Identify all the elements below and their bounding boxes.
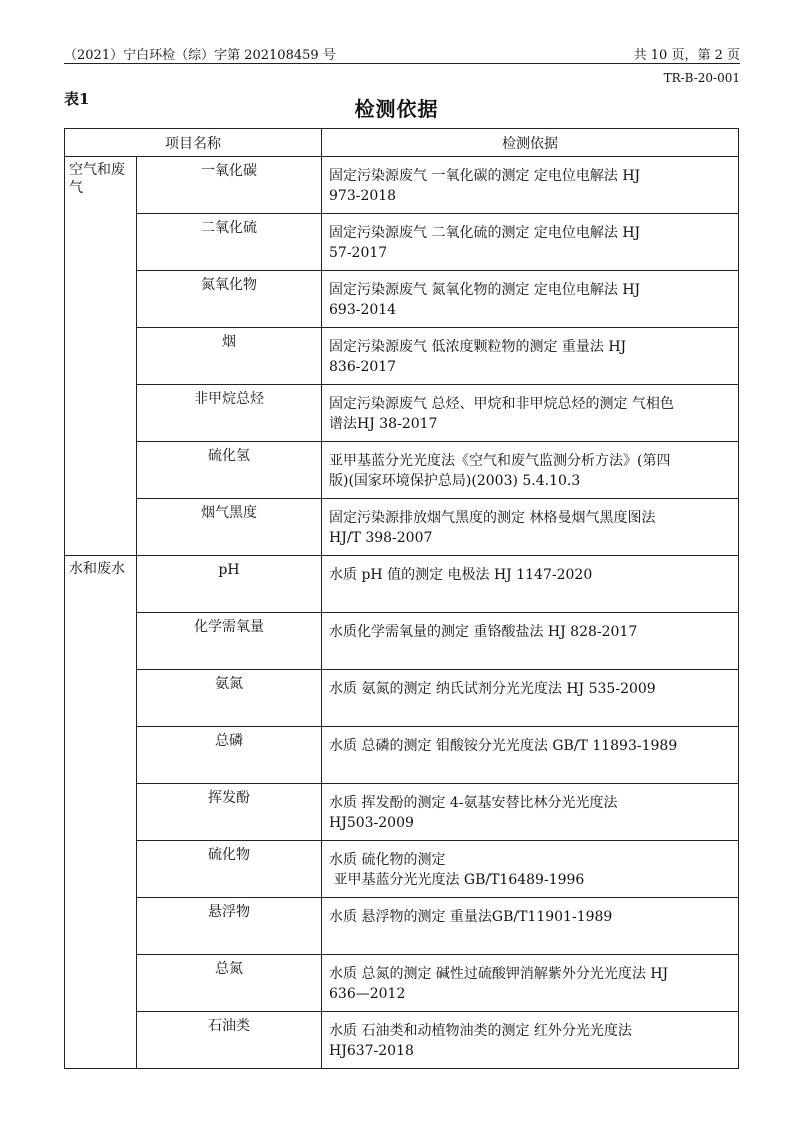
basis-line: HJ637-2018 xyxy=(329,1043,414,1059)
table-row xyxy=(65,784,739,841)
basis-line: 973-2018 xyxy=(329,188,397,204)
basis-line: 水质 挥发酚的测定 4-氨基安替比林分光光度法 xyxy=(329,795,618,811)
item-name-cell: 挥发酚 xyxy=(137,784,322,841)
category-cell: 空气和废气 xyxy=(65,157,137,556)
table-row xyxy=(65,271,739,328)
table-row xyxy=(65,898,739,955)
basis-cell xyxy=(322,784,739,841)
basis-cell xyxy=(322,271,739,328)
table-label: 表1 xyxy=(64,90,90,108)
table-row xyxy=(65,385,739,442)
basis-line: 版)(国家环境保护总局)(2003) 5.4.10.3 xyxy=(329,473,581,489)
item-name-cell: 烟 xyxy=(137,328,322,385)
basis-line: 固定污染源废气 总烃、甲烷和非甲烷总烃的测定 气相色 xyxy=(329,396,674,412)
basis-cell xyxy=(322,442,739,499)
item-name-cell: 氮氧化物 xyxy=(137,271,322,328)
header-divider xyxy=(64,63,740,64)
basis-cell xyxy=(322,727,739,784)
basis-cell xyxy=(322,1012,739,1069)
table-row xyxy=(65,499,739,556)
column-header-basis: 检测依据 xyxy=(322,129,739,157)
basis-line: 谱法HJ 38-2017 xyxy=(329,416,438,432)
item-name-cell: 氨氮 xyxy=(137,670,322,727)
basis-line: 固定污染源废气 氮氧化物的测定 定电位电解法 HJ xyxy=(329,282,641,298)
basis-cell xyxy=(322,613,739,670)
basis-line: 水质化学需氧量的测定 重铬酸盐法 HJ 828-2017 xyxy=(329,624,638,640)
report-number: （2021）宁白环检（综）字第 202108459 号 xyxy=(64,48,336,63)
item-name-cell: 化学需氧量 xyxy=(137,613,322,670)
item-name-cell: pH xyxy=(137,556,322,613)
basis-line: 水质 硫化物的测定 xyxy=(329,852,446,868)
basis-line: 57-2017 xyxy=(329,245,388,261)
item-name-cell: 硫化氢 xyxy=(137,442,322,499)
item-name-cell: 石油类 xyxy=(137,1012,322,1069)
basis-line: 水质 悬浮物的测定 重量法GB/T11901-1989 xyxy=(329,909,613,925)
basis-cell xyxy=(322,955,739,1012)
form-code: TR-B-20-001 xyxy=(663,71,740,85)
basis-line: 固定污染源废气 一氧化碳的测定 定电位电解法 HJ xyxy=(329,168,641,184)
table-row xyxy=(65,727,739,784)
basis-line: 水质 总磷的测定 钼酸铵分光光度法 GB/T 11893-1989 xyxy=(329,738,678,754)
basis-line: 亚甲基蓝分光光度法 GB/T16489-1996 xyxy=(329,872,585,888)
item-name-cell: 总磷 xyxy=(137,727,322,784)
basis-cell xyxy=(322,898,739,955)
basis-cell xyxy=(322,499,739,556)
item-name-cell: 悬浮物 xyxy=(137,898,322,955)
basis-cell xyxy=(322,385,739,442)
table-row xyxy=(65,214,739,271)
page-header xyxy=(64,44,740,64)
basis-line: 水质 pH 值的测定 电极法 HJ 1147-2020 xyxy=(329,567,593,583)
item-name-cell: 烟气黑度 xyxy=(137,499,322,556)
item-name-cell: 非甲烷总烃 xyxy=(137,385,322,442)
table-row xyxy=(65,670,739,727)
item-name-cell: 总氮 xyxy=(137,955,322,1012)
basis-line: 693-2014 xyxy=(329,302,397,318)
item-name-cell: 硫化物 xyxy=(137,841,322,898)
table-header-row xyxy=(65,129,739,157)
page-title: 检测依据 xyxy=(354,97,439,121)
basis-line: 亚甲基蓝分光光度法《空气和废气监测分析方法》(第四 xyxy=(329,453,671,469)
basis-line: 固定污染源废气 低浓度颗粒物的测定 重量法 HJ xyxy=(329,339,627,355)
category-cell: 水和废水 xyxy=(65,556,137,1069)
basis-line: 水质 总氮的测定 碱性过硫酸钾消解紫外分光光度法 HJ xyxy=(329,966,669,982)
basis-line: HJ/T 398-2007 xyxy=(329,530,433,546)
table-row xyxy=(65,955,739,1012)
basis-cell xyxy=(322,670,739,727)
table-body xyxy=(65,157,739,1069)
table-row xyxy=(65,613,739,670)
basis-line: 固定污染源排放烟气黑度的测定 林格曼烟气黑度图法 xyxy=(329,510,656,526)
table-row xyxy=(65,328,739,385)
basis-cell xyxy=(322,157,739,214)
basis-cell xyxy=(322,841,739,898)
table-row xyxy=(65,1012,739,1069)
item-name-cell: 一氧化碳 xyxy=(137,157,322,214)
column-header-item: 项目名称 xyxy=(65,129,322,157)
table-row xyxy=(65,556,739,613)
basis-line: 水质 石油类和动植物油类的测定 红外分光光度法 xyxy=(329,1023,632,1039)
table-row xyxy=(65,841,739,898)
basis-line: 636—2012 xyxy=(329,986,406,1002)
basis-cell xyxy=(322,328,739,385)
basis-line: 水质 氨氮的测定 纳氏试剂分光光度法 HJ 535-2009 xyxy=(329,681,656,697)
table-row xyxy=(65,157,739,214)
basis-line: 固定污染源废气 二氧化硫的测定 定电位电解法 HJ xyxy=(329,225,641,241)
basis-line: 836-2017 xyxy=(329,359,397,375)
table-row xyxy=(65,442,739,499)
page-info: 共 10 页，第 2 页 xyxy=(633,48,740,63)
basis-table xyxy=(64,128,739,1069)
basis-cell xyxy=(322,556,739,613)
basis-cell xyxy=(322,214,739,271)
basis-line: HJ503-2009 xyxy=(329,815,414,831)
item-name-cell: 二氧化硫 xyxy=(137,214,322,271)
